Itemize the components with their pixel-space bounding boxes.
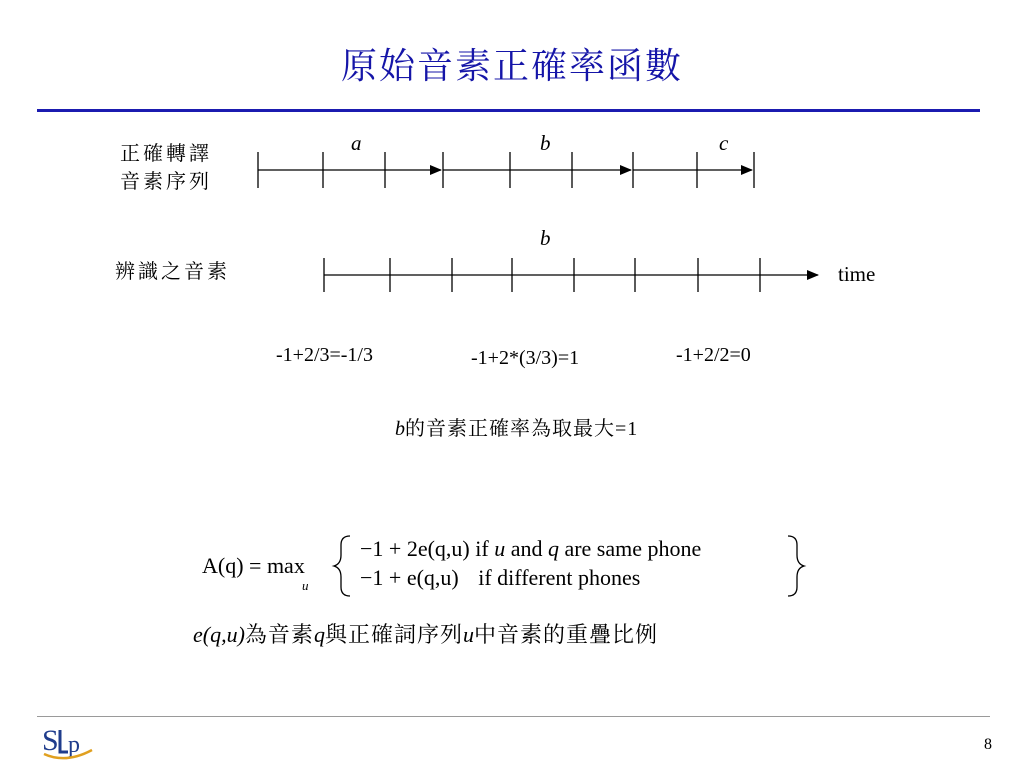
recognized-phone-b: b: [540, 226, 551, 250]
phone-label-a: a: [351, 131, 362, 155]
slide-title: 原始音素正確率函數: [340, 46, 683, 86]
def-e: e(q,u): [193, 622, 245, 647]
definition-line: e(q,u)為音素q與正確詞序列u中音素的重疊比例: [193, 622, 658, 647]
left-brace: [334, 536, 350, 596]
svg-text:S: S: [42, 724, 59, 757]
equation-a: -1+2/3=-1/3: [276, 344, 373, 366]
formula-case2: −1 + e(q,u) if different phones: [360, 565, 641, 590]
slp-logo: [40, 722, 96, 762]
equation-c: -1+2/2=0: [676, 344, 751, 366]
reference-sequence-label: 正確轉譯 音素序列: [120, 143, 212, 193]
reference-timeline: [258, 152, 754, 188]
phone-label-b: b: [540, 131, 551, 155]
max-subscript: u: [302, 578, 309, 593]
formula-case1: −1 + 2e(q,u) if u and q are same phone: [360, 536, 702, 561]
footer-rule: [37, 716, 990, 717]
phone-label-c: c: [719, 131, 729, 155]
case2-expr: −1 + e(q,u): [360, 565, 459, 590]
recognized-phone-label: 辨識之音素: [115, 261, 230, 283]
page-number: 8: [984, 736, 992, 753]
time-axis-label: time: [838, 262, 876, 286]
conclusion-text: [395, 412, 638, 441]
recognized-timeline: [324, 258, 818, 292]
conclusion-var: b: [395, 418, 405, 440]
right-brace: [788, 536, 804, 596]
case1-expr: −1 + 2e(q,u): [360, 536, 470, 561]
conclusion-body: 的音素正確率為取最大=1: [405, 418, 639, 440]
formula-lhs: A(q) = max: [202, 553, 305, 578]
svg-text:p: p: [68, 732, 80, 758]
equation-b: -1+2*(3/3)=1: [471, 347, 580, 369]
